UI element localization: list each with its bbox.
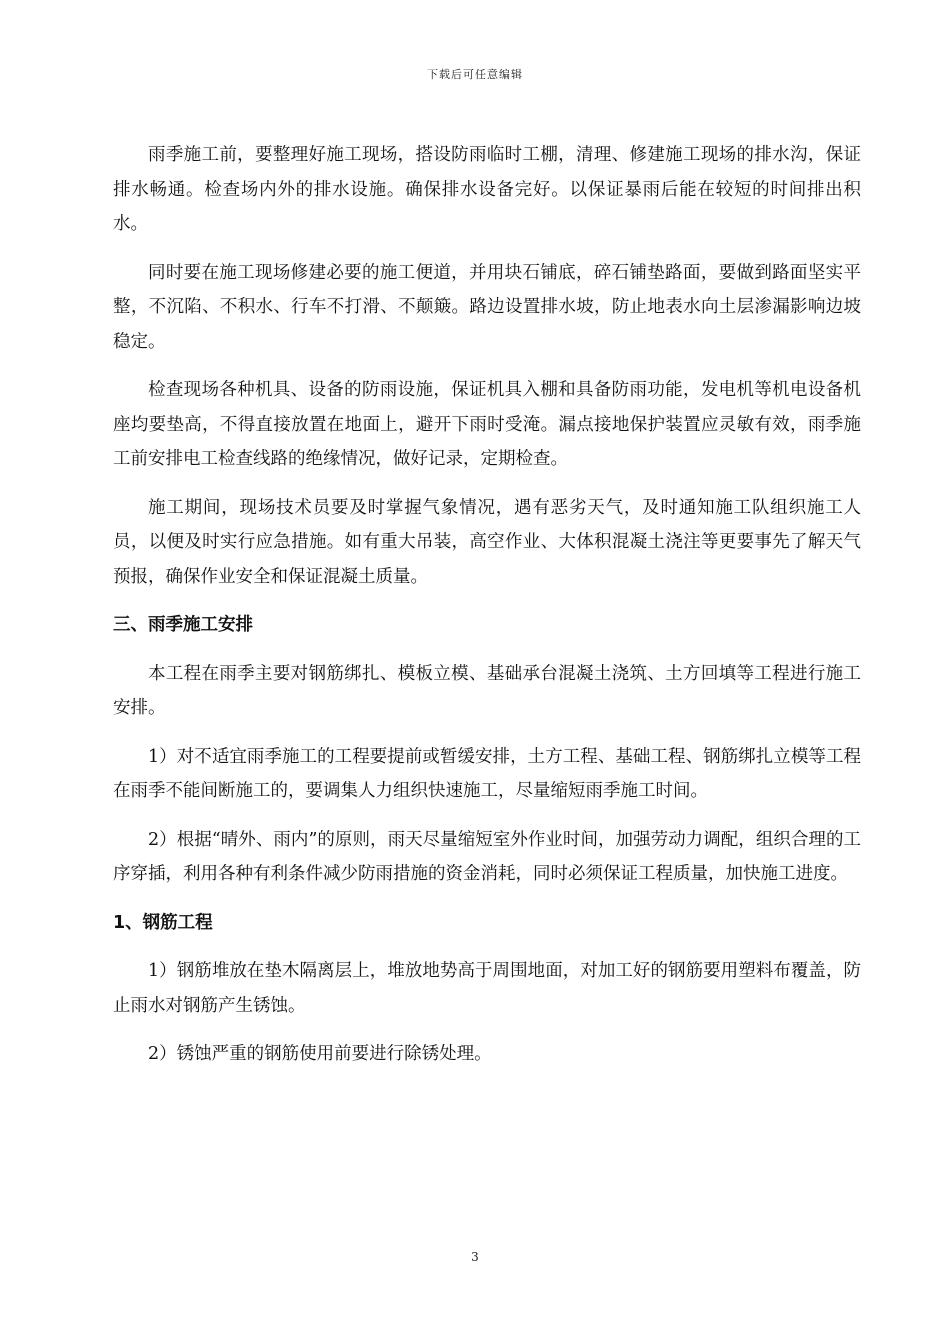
subsection-heading-rebar-works: 1、钢筋工程: [113, 912, 213, 933]
list-item: 2）锈蚀严重的钢筋使用前要进行除锈处理。: [148, 1044, 492, 1064]
paragraph-weather-monitoring: 施工期间，现场技术员要及时掌握气象情况，遇有恶劣天气，及时通知施工队组织施工人员，以便及时实行应急措施。如有重大吊装，高空作业、大体积混凝土浇注等更要事先了解天气预报，确保作业安全和保证混凝土质量。: [113, 497, 861, 587]
section-heading-rainy-season-arrangement: 三、雨季施工安排: [113, 615, 253, 635]
list-item: 2）根据“晴外、雨内”的原则，雨天尽量缩短室外作业时间，加强劳动力调配，组织合理的工序穿插，利用各种有利条件减少防雨措施的资金消耗，同时必须保证工程质量，加快施工进度。: [113, 829, 861, 884]
paragraph-temporary-road: 同时要在施工现场修建必要的施工便道，并用块石铺底，碎石铺垫路面，要做到路面坚实平整，不沉陷、不积水、行车不打滑、不颠簸。路边设置排水坡，防止地表水向土层渗漏影响边坡稳定。: [113, 262, 861, 352]
list-item: 1）对不适宜雨季施工的工程要提前或暂缓安排，土方工程、基础工程、钢筋绑扎立模等工程在雨季不能间断施工的，要调集人力组织快速施工，尽量缩短雨季施工时间。: [113, 746, 861, 801]
section-intro: 本工程在雨季主要对钢筋绑扎、模板立模、基础承台混凝土浇筑、土方回填等工程进行施工安排。: [113, 663, 861, 718]
list-item: 1）钢筋堆放在垫木隔离层上，堆放地势高于周围地面，对加工好的钢筋要用塑料布覆盖，防止雨水对钢筋产生锈蚀。: [113, 961, 861, 1016]
paragraph-equipment-protection: 检查现场各种机具、设备的防雨设施，保证机具入棚和具备防雨功能，发电机等机电设备机座均要垫高，不得直接放置在地面上，避开下雨时受淹。漏点接地保护装置应灵敏有效，雨季施工前安排电工检查线路的绝缘情况，做好记录，定期检查。: [113, 380, 861, 469]
paragraph-site-preparation: 雨季施工前，要整理好施工现场，搭设防雨临时工棚，清理、修建施工现场的排水沟，保证排水畅通。检查场内外的排水设施。确保排水设备完好。以保证暴雨后能在较短的时间排出积水。: [113, 145, 861, 234]
page-header: 下载后可任意编辑: [427, 68, 523, 81]
page-number: 3: [471, 1250, 479, 1264]
document-body: [113, 138, 861, 1086]
